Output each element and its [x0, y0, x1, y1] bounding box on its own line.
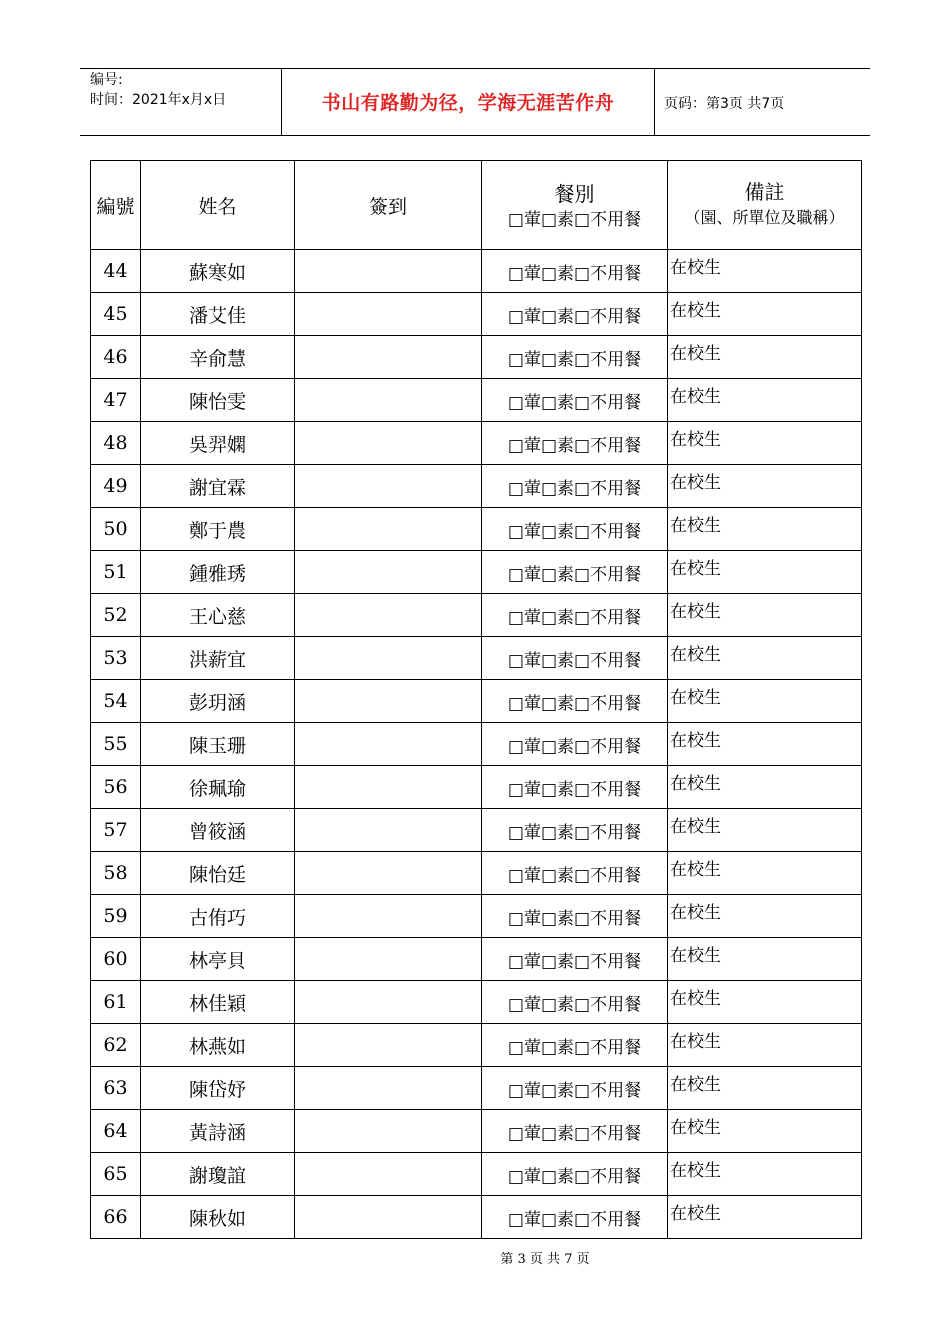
row-name: 陳岱妤	[141, 1067, 295, 1110]
table-row	[91, 508, 862, 551]
row-number: 46	[91, 336, 141, 379]
row-meal-options[interactable]: □葷□素□不用餐	[482, 766, 668, 809]
row-signature-cell[interactable]	[295, 594, 482, 637]
row-note-text: 在校生	[670, 430, 721, 450]
row-note-text: 在校生	[670, 645, 721, 665]
row-number: 44	[91, 250, 141, 293]
row-note-text: 在校生	[670, 817, 721, 837]
row-signature-cell[interactable]	[295, 895, 482, 938]
row-name: 王心慈	[141, 594, 295, 637]
row-note-text: 在校生	[670, 473, 721, 493]
table-row	[91, 1024, 862, 1067]
row-number: 47	[91, 379, 141, 422]
row-number: 55	[91, 723, 141, 766]
table-row	[91, 895, 862, 938]
row-name: 陳怡雯	[141, 379, 295, 422]
row-signature-cell[interactable]	[295, 723, 482, 766]
row-meal-options[interactable]: □葷□素□不用餐	[482, 1067, 668, 1110]
row-meal-options[interactable]: □葷□素□不用餐	[482, 895, 668, 938]
row-meal-options[interactable]: □葷□素□不用餐	[482, 981, 668, 1024]
row-signature-cell[interactable]	[295, 551, 482, 594]
header-no: 編號	[91, 161, 141, 250]
row-note-text: 在校生	[670, 602, 721, 622]
table-row	[91, 250, 862, 293]
note-title: 備註	[744, 180, 785, 204]
header-meta	[90, 70, 226, 110]
header-sign: 簽到	[295, 161, 482, 250]
table-row	[91, 723, 862, 766]
table-row	[91, 766, 862, 809]
row-note	[668, 379, 862, 422]
meal-options: □葷□素□不用餐	[507, 210, 642, 230]
row-note	[668, 250, 862, 293]
row-note	[668, 723, 862, 766]
row-note	[668, 594, 862, 637]
row-number: 54	[91, 680, 141, 723]
header-motto: 书山有路勤为径，学海无涯苦作舟	[321, 92, 615, 114]
row-meal-options[interactable]: □葷□素□不用餐	[482, 551, 668, 594]
row-name: 謝瓊誼	[141, 1153, 295, 1196]
row-name: 陳秋如	[141, 1196, 295, 1239]
row-meal-options[interactable]: □葷□素□不用餐	[482, 1110, 668, 1153]
row-meal-options[interactable]: □葷□素□不用餐	[482, 465, 668, 508]
row-name: 彭玥涵	[141, 680, 295, 723]
note-subtitle: （園、所單位及職稱）	[684, 208, 845, 227]
row-note-text: 在校生	[670, 903, 721, 923]
row-note	[668, 637, 862, 680]
row-number: 57	[91, 809, 141, 852]
table-row	[91, 551, 862, 594]
footer-page-text: 第 3 页 共 7 页	[500, 1252, 590, 1267]
table-row	[91, 1067, 862, 1110]
row-note-text: 在校生	[670, 387, 721, 407]
header-page-info: 页码：第3页 共7页	[664, 96, 785, 112]
row-name: 曾筱涵	[141, 809, 295, 852]
row-name: 鄭于農	[141, 508, 295, 551]
table-row	[91, 1110, 862, 1153]
meal-title: 餐別	[554, 182, 595, 206]
header-note	[668, 161, 862, 250]
row-note-text: 在校生	[670, 258, 721, 278]
row-meal-options[interactable]: □葷□素□不用餐	[482, 723, 668, 766]
row-note-text: 在校生	[670, 301, 721, 321]
row-note	[668, 422, 862, 465]
row-name: 洪薪宜	[141, 637, 295, 680]
row-note-text: 在校生	[670, 344, 721, 364]
row-note	[668, 1024, 862, 1067]
row-note-text: 在校生	[670, 946, 721, 966]
row-note-text: 在校生	[670, 731, 721, 751]
row-note-text: 在校生	[670, 1075, 721, 1095]
row-note	[668, 680, 862, 723]
row-note-text: 在校生	[670, 559, 721, 579]
row-number: 53	[91, 637, 141, 680]
row-name: 辛俞慧	[141, 336, 295, 379]
row-meal-options[interactable]: □葷□素□不用餐	[482, 938, 668, 981]
table-row	[91, 637, 862, 680]
row-signature-cell[interactable]	[295, 637, 482, 680]
header-meal	[482, 161, 668, 250]
row-note-text: 在校生	[670, 1161, 721, 1181]
row-signature-cell[interactable]	[295, 465, 482, 508]
row-note	[668, 809, 862, 852]
row-signature-cell[interactable]	[295, 680, 482, 723]
row-name: 蘇寒如	[141, 250, 295, 293]
table-header-row	[91, 161, 862, 250]
row-meal-options[interactable]: □葷□素□不用餐	[482, 422, 668, 465]
row-signature-cell[interactable]	[295, 1196, 482, 1239]
table-row	[91, 938, 862, 981]
row-number: 60	[91, 938, 141, 981]
row-note	[668, 508, 862, 551]
row-note	[668, 852, 862, 895]
row-note	[668, 981, 862, 1024]
table-row	[91, 981, 862, 1024]
row-name: 陳玉珊	[141, 723, 295, 766]
table-row	[91, 336, 862, 379]
row-meal-options[interactable]: □葷□素□不用餐	[482, 293, 668, 336]
row-meal-options[interactable]: □葷□素□不用餐	[482, 680, 668, 723]
row-meal-options[interactable]: □葷□素□不用餐	[482, 1024, 668, 1067]
row-note	[668, 1067, 862, 1110]
header-divider	[654, 68, 655, 136]
row-signature-cell[interactable]	[295, 1024, 482, 1067]
row-meal-options[interactable]: □葷□素□不用餐	[482, 637, 668, 680]
header-name: 姓名	[141, 161, 295, 250]
row-note-text: 在校生	[670, 860, 721, 880]
row-name: 古侑巧	[141, 895, 295, 938]
row-meal-options[interactable]: □葷□素□不用餐	[482, 1153, 668, 1196]
row-meal-options[interactable]: □葷□素□不用餐	[482, 852, 668, 895]
date-text: 时间：2021年x月x日	[90, 92, 227, 108]
row-name: 徐珮瑜	[141, 766, 295, 809]
row-signature-cell[interactable]	[295, 293, 482, 336]
row-meal-options[interactable]: □葷□素□不用餐	[482, 594, 668, 637]
row-number: 65	[91, 1153, 141, 1196]
row-number: 52	[91, 594, 141, 637]
row-number: 66	[91, 1196, 141, 1239]
row-note	[668, 551, 862, 594]
row-number: 50	[91, 508, 141, 551]
table-row	[91, 465, 862, 508]
table-row	[91, 1153, 862, 1196]
table-row	[91, 379, 862, 422]
row-meal-options[interactable]: □葷□素□不用餐	[482, 250, 668, 293]
row-signature-cell[interactable]	[295, 938, 482, 981]
table-row	[91, 680, 862, 723]
row-signature-cell[interactable]	[295, 508, 482, 551]
row-signature-cell[interactable]	[295, 1153, 482, 1196]
row-note-text: 在校生	[670, 516, 721, 536]
row-note	[668, 293, 862, 336]
row-number: 45	[91, 293, 141, 336]
row-note	[668, 1196, 862, 1239]
row-note-text: 在校生	[670, 1118, 721, 1138]
row-number: 62	[91, 1024, 141, 1067]
table-row	[91, 594, 862, 637]
row-note-text: 在校生	[670, 688, 721, 708]
code-label: 编号:	[90, 72, 123, 88]
row-signature-cell[interactable]	[295, 1067, 482, 1110]
row-name: 黃詩涵	[141, 1110, 295, 1153]
table-row	[91, 1196, 862, 1239]
row-note	[668, 465, 862, 508]
attendance-table	[90, 160, 862, 1239]
header-top-rule	[80, 68, 870, 69]
row-note-text: 在校生	[670, 774, 721, 794]
row-note	[668, 1110, 862, 1153]
row-meal-options[interactable]: □葷□素□不用餐	[482, 508, 668, 551]
row-number: 58	[91, 852, 141, 895]
row-note	[668, 336, 862, 379]
row-number: 48	[91, 422, 141, 465]
row-signature-cell[interactable]	[295, 336, 482, 379]
row-note	[668, 1153, 862, 1196]
table-row	[91, 293, 862, 336]
row-meal-options[interactable]: □葷□素□不用餐	[482, 809, 668, 852]
row-note	[668, 766, 862, 809]
row-note	[668, 938, 862, 981]
row-meal-options[interactable]: □葷□素□不用餐	[482, 336, 668, 379]
row-note	[668, 895, 862, 938]
row-number: 51	[91, 551, 141, 594]
table-body	[91, 250, 862, 1239]
row-number: 49	[91, 465, 141, 508]
row-name: 謝宜霖	[141, 465, 295, 508]
row-name: 林燕如	[141, 1024, 295, 1067]
row-meal-options[interactable]: □葷□素□不用餐	[482, 379, 668, 422]
row-note-text: 在校生	[670, 1204, 721, 1224]
row-number: 56	[91, 766, 141, 809]
header-bottom-rule	[80, 135, 870, 136]
row-number: 64	[91, 1110, 141, 1153]
row-signature-cell[interactable]	[295, 1110, 482, 1153]
row-signature-cell[interactable]	[295, 809, 482, 852]
row-name: 吳羿嫻	[141, 422, 295, 465]
row-signature-cell[interactable]	[295, 981, 482, 1024]
row-note-text: 在校生	[670, 1032, 721, 1052]
row-signature-cell[interactable]	[295, 852, 482, 895]
row-number: 63	[91, 1067, 141, 1110]
row-signature-cell[interactable]	[295, 250, 482, 293]
table-row	[91, 422, 862, 465]
row-number: 61	[91, 981, 141, 1024]
row-name: 鍾雅琇	[141, 551, 295, 594]
page-footer	[0, 1248, 950, 1267]
row-signature-cell[interactable]	[295, 766, 482, 809]
row-signature-cell[interactable]	[295, 379, 482, 422]
row-name: 陳怡廷	[141, 852, 295, 895]
table-row	[91, 809, 862, 852]
table-row	[91, 852, 862, 895]
row-name: 潘艾佳	[141, 293, 295, 336]
row-meal-options[interactable]: □葷□素□不用餐	[482, 1196, 668, 1239]
row-note-text: 在校生	[670, 989, 721, 1009]
row-number: 59	[91, 895, 141, 938]
row-name: 林佳穎	[141, 981, 295, 1024]
row-name: 林亭貝	[141, 938, 295, 981]
row-signature-cell[interactable]	[295, 422, 482, 465]
